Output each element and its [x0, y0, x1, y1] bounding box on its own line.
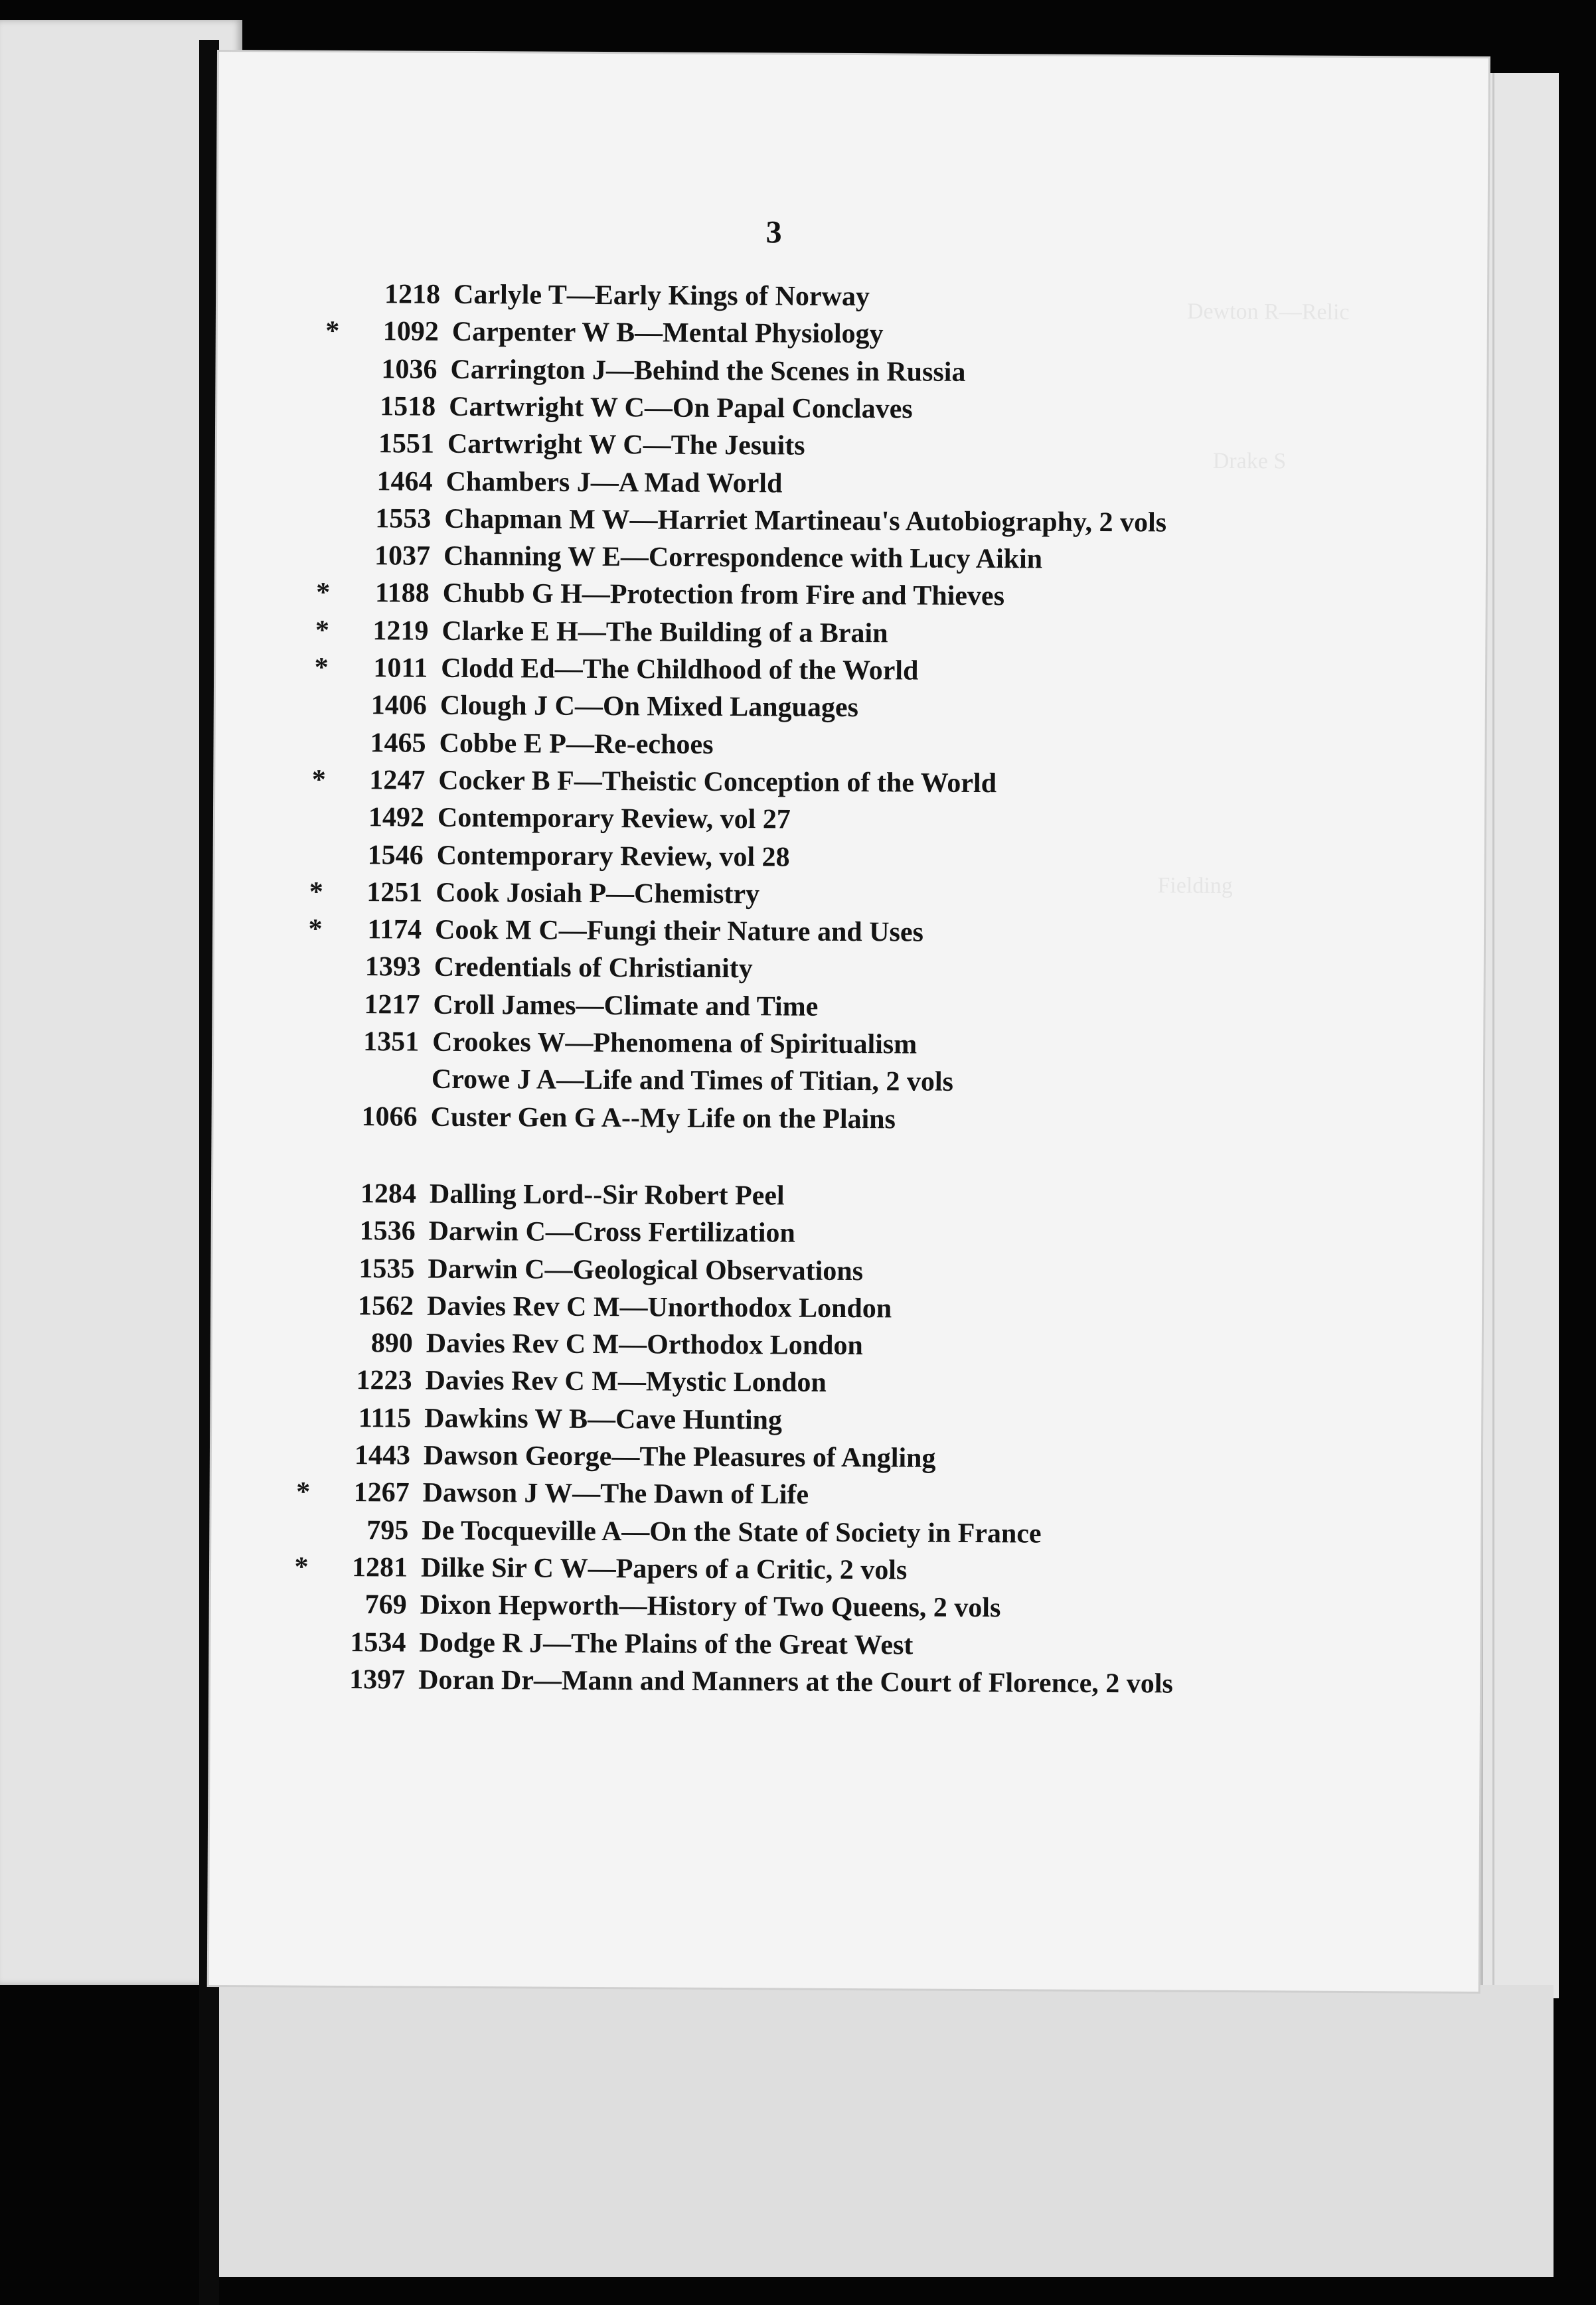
new-acquisition-asterisk: *: [296, 1476, 311, 1508]
entry-number: 1115: [358, 1402, 412, 1434]
entry-title: Cook Josiah P—Chemistry: [436, 877, 760, 910]
entry-title: Contemporary Review, vol 28: [436, 840, 790, 873]
entry-number: 769: [364, 1589, 407, 1621]
catalogue-page: [209, 52, 1488, 1992]
new-acquisition-asterisk: *: [315, 615, 330, 646]
entry-number: 1284: [360, 1178, 417, 1210]
entry-title: Crowe J A—Life and Times of Titian, 2 vols: [431, 1064, 954, 1098]
entry-number: 1011: [373, 653, 428, 684]
entry-title: Dawson George—The Pleasures of Angling: [423, 1440, 936, 1474]
catalogue-entry: [195, 1096, 1456, 1141]
entry-number: 1518: [380, 391, 436, 422]
entry-number: 1223: [356, 1365, 412, 1396]
new-acquisition-asterisk: *: [294, 1551, 309, 1583]
entry-title: Dalling Lord--Sir Robert Peel: [429, 1178, 785, 1212]
entry-number: 1251: [366, 876, 423, 908]
page-number: 3: [765, 214, 782, 250]
entry-number: 1553: [375, 503, 432, 534]
entry-number: 1267: [353, 1477, 410, 1508]
entry-number: 1492: [368, 802, 425, 833]
entry-title: Davies Rev C M—Unorthodox London: [426, 1291, 892, 1324]
entry-number: 1534: [350, 1627, 406, 1658]
page-stack-bottom: [219, 1985, 1554, 2277]
entry-title: Channing W E—Correspondence with Lucy Aikin: [443, 540, 1043, 575]
entry-number: 1397: [349, 1664, 406, 1696]
show-through-text: Dewton R—Relic: [1186, 299, 1350, 325]
entry-title: Clarke E H—The Building of a Brain: [441, 615, 888, 649]
entry-title: Dawkins W B—Cave Hunting: [424, 1403, 783, 1436]
entry-title: Crookes W—Phenomena of Spiritualism: [432, 1026, 918, 1060]
entry-title: Darwin C—Cross Fertilization: [428, 1216, 795, 1249]
entry-number: 1217: [364, 989, 420, 1020]
entry-title: Cartwright W C—The Jesuits: [447, 428, 805, 461]
entry-title: Darwin C—Geological Observations: [428, 1253, 864, 1287]
entry-number: 1351: [363, 1026, 420, 1058]
entry-title: Davies Rev C M—Orthodox London: [426, 1328, 863, 1362]
entry-title: Custer Gen G A--My Life on the Plains: [430, 1101, 896, 1135]
entry-title: Cocker B F—Theistic Conception of the World: [438, 765, 997, 799]
new-acquisition-asterisk: *: [311, 764, 326, 795]
entry-title: Carpenter W B—Mental Physiology: [451, 317, 884, 350]
entry-number: 1219: [372, 615, 429, 647]
entry-title: Carlyle T—Early Kings of Norway: [453, 279, 870, 313]
entry-title: De Tocqueville A—On the State of Society in France: [422, 1515, 1042, 1550]
new-acquisition-asterisk: *: [308, 914, 323, 945]
entry-title: Davies Rev C M—Mystic London: [425, 1366, 827, 1399]
entry-number: 1443: [354, 1440, 411, 1471]
page-edge-line: [1492, 73, 1494, 1985]
entry-number: 1393: [364, 951, 421, 983]
new-acquisition-asterisk: *: [314, 652, 329, 683]
entry-title: Credentials of Christianity: [434, 952, 753, 985]
entry-title: Clodd Ed—The Childhood of the World: [441, 653, 919, 686]
entry-number: 1535: [359, 1253, 415, 1285]
entry-number: 1562: [357, 1290, 414, 1322]
entry-number: 1092: [382, 316, 439, 348]
entry-number: 1188: [374, 578, 430, 609]
entry-title: Dodge R J—The Plains of the Great West: [419, 1627, 914, 1661]
entry-number: 1247: [369, 765, 426, 796]
entry-number: 1536: [359, 1216, 416, 1247]
entry-number: 1066: [361, 1101, 418, 1133]
entry-title: Dilke Sir C W—Papers of a Critic, 2 vols: [420, 1552, 908, 1586]
entry-number: 1036: [381, 353, 438, 385]
new-acquisition-asterisk: *: [309, 876, 323, 908]
entry-title: Doran Dr—Mann and Manners at the Court of Florence, 2 vols: [418, 1664, 1173, 1700]
show-through-text: Fielding: [1157, 873, 1233, 899]
entry-number: 1465: [370, 727, 426, 759]
entry-title: Cartwright W C—On Papal Conclaves: [449, 391, 913, 425]
entry-title: Dixon Hepworth—History of Two Queens, 2 vols: [420, 1589, 1001, 1624]
entry-title: Chambers J—A Mad World: [445, 466, 783, 499]
entry-number: 1551: [378, 428, 435, 459]
catalogue-entry: [183, 1660, 1444, 1705]
entry-title: Chapman M W—Harriet Martineau's Autobiography, 2 vols: [444, 503, 1167, 538]
entry-title: Dawson J W—The Dawn of Life: [422, 1477, 809, 1510]
entry-title: Croll James—Climate and Time: [433, 989, 819, 1022]
entry-title: Clough J C—On Mixed Languages: [439, 690, 859, 724]
entry-title: Cook M C—Fungi their Nature and Uses: [434, 914, 924, 948]
entry-number: 1281: [351, 1551, 408, 1583]
new-acquisition-asterisk: *: [325, 316, 340, 347]
entry-number: 1406: [370, 690, 427, 721]
entry-number: 1037: [374, 540, 431, 572]
entry-number: 890: [370, 1328, 413, 1359]
entry-number: 1546: [367, 839, 424, 871]
show-through-text: Drake S: [1212, 448, 1287, 474]
new-acquisition-asterisk: *: [316, 578, 331, 609]
entry-title: Cobbe E P—Re-echoes: [439, 728, 714, 760]
entry-number: 1464: [376, 465, 433, 497]
entry-number: 1218: [384, 279, 441, 310]
entry-number: 795: [366, 1514, 409, 1546]
entry-title: Chubb G H—Protection from Fire and Thieves: [442, 578, 1005, 612]
entry-title: Carrington J—Behind the Scenes in Russia: [450, 354, 966, 388]
entry-number: 1174: [367, 914, 422, 945]
entry-title: Contemporary Review, vol 27: [437, 802, 791, 835]
